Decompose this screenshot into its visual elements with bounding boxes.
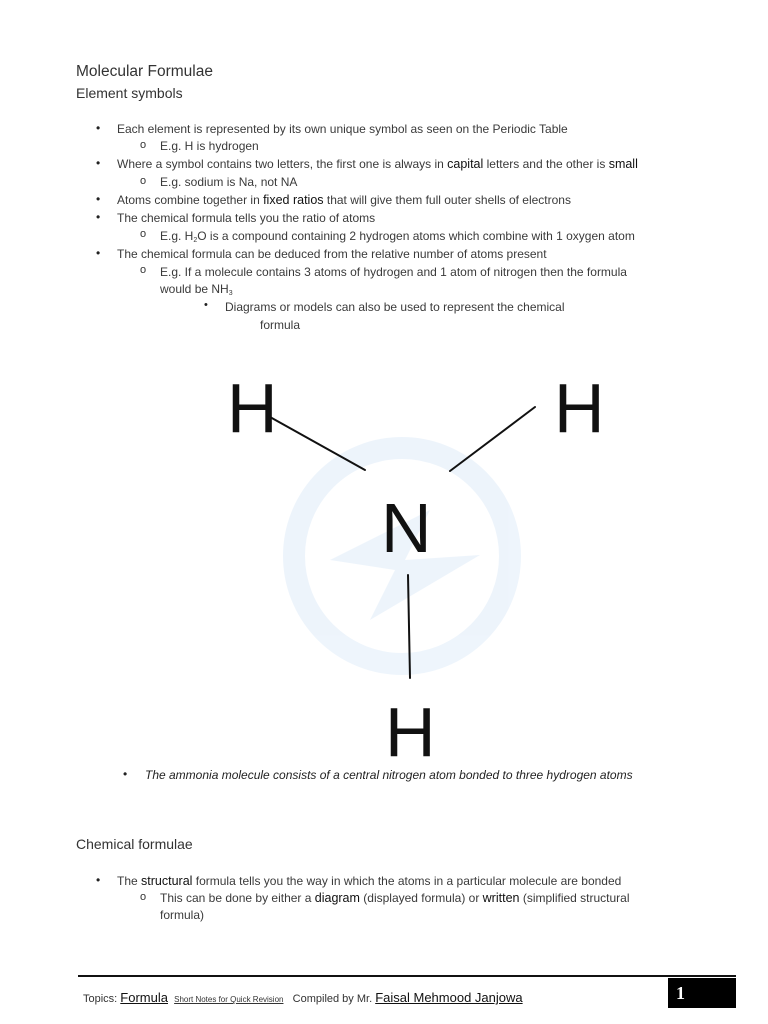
footer-tagline: Short Notes for Quick Revision	[174, 995, 284, 1004]
list-item: E.g. $H_2O$ is a compound containing 2 hydrogen atoms which combine with 1 oxygen atom	[160, 229, 635, 244]
circle-bullet-icon: o	[140, 891, 147, 903]
footer-divider	[78, 975, 736, 977]
atom-hydrogen: H	[385, 693, 436, 770]
bullet-icon: •	[96, 246, 101, 260]
bullet-icon: •	[123, 767, 128, 781]
list-item-continuation: formula)	[160, 908, 205, 922]
list-item-continuation: would be $NH_3$	[160, 282, 233, 297]
bullet-icon: •	[96, 192, 101, 206]
list-item: E.g. sodium is Na, not NA	[160, 175, 298, 189]
bullet-icon: •	[96, 873, 101, 887]
bullet-icon: •	[96, 156, 101, 170]
ammonia-diagram-svg	[180, 360, 620, 770]
list-item: The chemical formula can be deduced from the relative number of atoms present	[117, 247, 547, 261]
footer: Topics: Formula Short Notes for Quick Revision Compiled by Mr. Faisal Mehmood Janjowa	[83, 990, 523, 1005]
list-item: This can be done by either a diagram (displayed formula) or written (simplified structural	[160, 891, 630, 905]
section-subtitle: Element symbols	[76, 85, 183, 101]
footer-topic: Formula	[120, 990, 168, 1005]
bond-line	[450, 407, 535, 471]
circle-bullet-icon: o	[140, 175, 147, 187]
list-item: E.g. H is hydrogen	[160, 139, 259, 153]
page-title: Molecular Formulae	[76, 63, 213, 80]
circle-bullet-icon: o	[140, 228, 147, 240]
diagram-caption: The ammonia molecule consists of a central nitrogen atom bonded to three hydrogen atoms	[145, 768, 633, 782]
list-item: E.g. If a molecule contains 3 atoms of hydrogen and 1 atom of nitrogen then the formula	[160, 265, 627, 279]
bullet-icon: •	[96, 210, 101, 224]
page-number: 1	[668, 978, 736, 1008]
footer-author: Faisal Mehmood Janjowa	[375, 990, 523, 1005]
section-heading: Chemical formulae	[76, 836, 193, 852]
ammonia-molecule-diagram	[180, 360, 620, 770]
atom-hydrogen: H	[554, 369, 605, 447]
circle-bullet-icon: o	[140, 264, 147, 276]
list-item: The chemical formula tells you the ratio of atoms	[117, 211, 376, 225]
list-item: Atoms combine together in fixed ratios that will give them full outer shells of electrons	[117, 193, 571, 207]
bond-line	[270, 417, 365, 470]
atom-hydrogen: H	[227, 369, 278, 447]
bullet-icon: •	[96, 121, 101, 135]
list-item: Diagrams or models can also be used to represent the chemical	[225, 300, 565, 314]
list-item-continuation: formula	[260, 318, 301, 332]
bullet-icon: •	[204, 299, 208, 311]
list-item: Where a symbol contains two letters, the first one is always in capital letters and the other is small	[117, 157, 638, 171]
circle-bullet-icon: o	[140, 139, 147, 151]
atom-nitrogen: N	[381, 489, 432, 567]
list-item: Each element is represented by its own unique symbol as seen on the Periodic Table	[117, 122, 568, 136]
list-item: The structural formula tells you the way in which the atoms in a particular molecule are bonded	[117, 874, 622, 888]
